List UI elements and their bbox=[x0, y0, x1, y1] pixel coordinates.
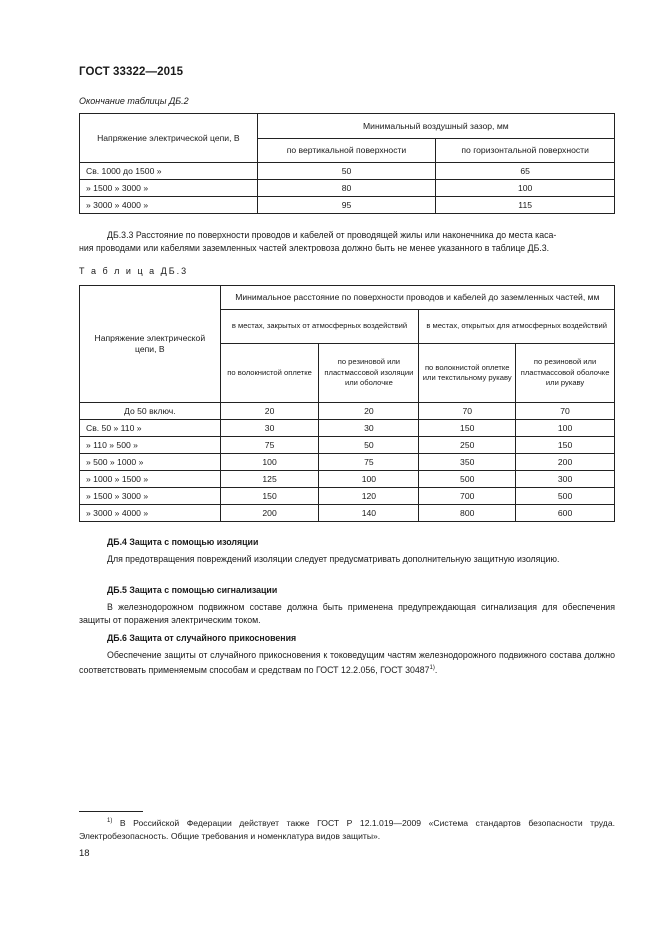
table1-cell-vert: 80 bbox=[257, 180, 436, 197]
table2-cell-label: » 1000 » 1500 » bbox=[80, 471, 221, 488]
section-db6-text bbox=[79, 649, 615, 677]
table-row bbox=[80, 197, 615, 214]
section-db5-text: В железнодорожном подвижном составе должна быть применена предупреждающая сигнализация для обеспечения защиты от поражения электрическим током. bbox=[79, 602, 615, 625]
table-row bbox=[80, 437, 615, 454]
table2-cell-a: 30 bbox=[220, 420, 319, 437]
table1-cell-horiz: 65 bbox=[436, 163, 615, 180]
table2-cell-c: 70 bbox=[419, 403, 516, 420]
table2-cell-d: 500 bbox=[516, 488, 615, 505]
section-db4-text: Для предотвращения повреждений изоляции следует предусматривать дополнительную защитную изоляцию. bbox=[107, 554, 560, 564]
table-db3 bbox=[79, 285, 615, 522]
table2-cell-c: 150 bbox=[419, 420, 516, 437]
table2-cell-d: 200 bbox=[516, 454, 615, 471]
table2-cell-a: 200 bbox=[220, 505, 319, 522]
table2-header-group: Минимальное расстояние по поверхности проводов и кабелей до заземленных частей, мм bbox=[220, 286, 614, 310]
page-number: 18 bbox=[79, 848, 90, 859]
table-row bbox=[80, 180, 615, 197]
table1-cell-label: » 1500 » 3000 » bbox=[80, 180, 258, 197]
table2-header-closed: в местах, закрытых от атмосферных воздействий bbox=[220, 310, 419, 344]
table2-cell-d: 70 bbox=[516, 403, 615, 420]
table2-header-closed-rubber: по резиновой или пластмассовой изоляции или оболочке bbox=[319, 344, 419, 403]
table-db2 bbox=[79, 113, 615, 214]
table2-cell-d: 150 bbox=[516, 437, 615, 454]
table-row bbox=[80, 163, 615, 180]
table2-cell-b: 120 bbox=[319, 488, 419, 505]
table1-caption: Окончание таблицы ДБ.2 bbox=[79, 96, 189, 106]
table2-cell-b: 100 bbox=[319, 471, 419, 488]
table2-cell-c: 350 bbox=[419, 454, 516, 471]
table1-header-group: Минимальный воздушный зазор, мм bbox=[257, 114, 614, 139]
paragraph-db33 bbox=[79, 229, 619, 255]
table2-cell-b: 30 bbox=[319, 420, 419, 437]
table2-cell-label: До 50 включ. bbox=[80, 403, 221, 420]
table1-cell-horiz: 115 bbox=[436, 197, 615, 214]
table2-cell-c: 500 bbox=[419, 471, 516, 488]
footnote-mark: 1) bbox=[107, 818, 113, 824]
footnote-reference: 1) bbox=[429, 665, 435, 671]
table2-header-open: в местах, открытых для атмосферных воздействий bbox=[419, 310, 615, 344]
section-db6-tail: . bbox=[434, 664, 438, 675]
table2-cell-d: 600 bbox=[516, 505, 615, 522]
paragraph-db33-line1: ДБ.3.3 Расстояние по поверхности проводов и кабелей от проводящей жилы или наконечника до места каса- bbox=[107, 230, 557, 240]
table-row bbox=[80, 471, 615, 488]
table-row bbox=[80, 403, 615, 420]
footnote bbox=[79, 815, 615, 843]
table2-cell-b: 140 bbox=[319, 505, 419, 522]
table1-cell-vert: 95 bbox=[257, 197, 436, 214]
table1-cell-label: » 3000 » 4000 » bbox=[80, 197, 258, 214]
document-header: ГОСТ 33322—2015 bbox=[79, 66, 184, 78]
table2-cell-label: Св. 50 » 110 » bbox=[80, 420, 221, 437]
table2-cell-c: 800 bbox=[419, 505, 516, 522]
table2-cell-label: » 3000 » 4000 » bbox=[80, 505, 221, 522]
table1-cell-vert: 50 bbox=[257, 163, 436, 180]
section-db5-title: ДБ.5 Защита с помощью сигнализации bbox=[107, 585, 278, 595]
table2-cell-b: 50 bbox=[319, 437, 419, 454]
table2-cell-b: 75 bbox=[319, 454, 419, 471]
table2-caption: Т а б л и ц а ДБ.3 bbox=[79, 266, 189, 276]
section-db4-title: ДБ.4 Защита с помощью изоляции bbox=[107, 537, 259, 547]
footnote-separator bbox=[79, 811, 143, 812]
table2-cell-b: 20 bbox=[319, 403, 419, 420]
table2-cell-a: 100 bbox=[220, 454, 319, 471]
table1-cell-label: Св. 1000 до 1500 » bbox=[80, 163, 258, 180]
table2-cell-label: » 1500 » 3000 » bbox=[80, 488, 221, 505]
table-row bbox=[80, 488, 615, 505]
table2-cell-a: 150 bbox=[220, 488, 319, 505]
table2-cell-a: 125 bbox=[220, 471, 319, 488]
table-row bbox=[80, 505, 615, 522]
section-db6-body: Обеспечение защиты от случайного прикосновения к токоведущим частям железнодорожного подвижного состава должно соответствовать применяемым способам и средствам по ГОСТ 12.2.056, ГОСТ 30487 bbox=[79, 650, 615, 675]
table2-header-voltage: Напряжение электрической цепи, В bbox=[80, 286, 221, 403]
table1-header-voltage: Напряжение электрической цепи, В bbox=[80, 114, 258, 163]
table2-cell-c: 700 bbox=[419, 488, 516, 505]
table2-cell-c: 250 bbox=[419, 437, 516, 454]
table2-cell-d: 100 bbox=[516, 420, 615, 437]
table-row bbox=[80, 454, 615, 471]
table2-header-open-fiber: по волокнистой оплетке или текстильному рукаву bbox=[419, 344, 516, 403]
paragraph-db33-line2: ния проводами или кабелями заземленных частей электровоза должно быть не менее указанного в таблице ДБ.3. bbox=[79, 243, 550, 253]
section-db6-title: ДБ.6 Защита от случайного прикосновения bbox=[107, 633, 297, 643]
table2-cell-d: 300 bbox=[516, 471, 615, 488]
table1-cell-horiz: 100 bbox=[436, 180, 615, 197]
table2-cell-a: 20 bbox=[220, 403, 319, 420]
table2-cell-label: » 110 » 500 » bbox=[80, 437, 221, 454]
table1-header-vertical: по вертикальной поверхности bbox=[257, 139, 436, 163]
table2-cell-label: » 500 » 1000 » bbox=[80, 454, 221, 471]
footnote-text: В Российской Федерации действует также ГОСТ Р 12.1.019—2009 «Система стандартов безопасности труда. Электробезопасность. Общие требования и номенклатура видов защиты». bbox=[79, 817, 615, 841]
table-row bbox=[80, 420, 615, 437]
table2-header-open-rubber: по резиновой или пластмассовой оболочке или рукаву bbox=[516, 344, 615, 403]
table2-cell-a: 75 bbox=[220, 437, 319, 454]
table1-header-horizontal: по горизонтальной поверхности bbox=[436, 139, 615, 163]
table2-header-closed-fiber: по волокнистой оплетке bbox=[220, 344, 319, 403]
